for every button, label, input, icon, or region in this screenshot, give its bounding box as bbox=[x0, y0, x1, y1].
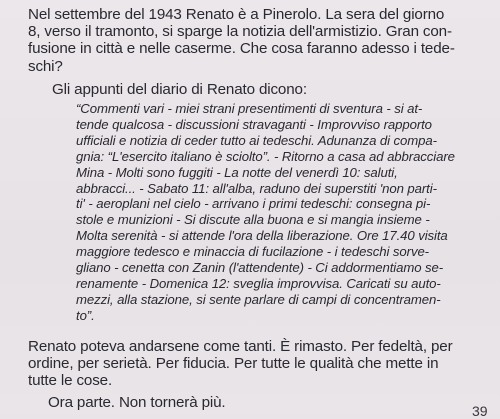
conclusion-line: tutte le cose. bbox=[28, 372, 113, 390]
conclusion-line: Renato poteva andarsene come tanti. È rimasto. Per fedeltà, per bbox=[28, 338, 453, 355]
quote-line: gliano - cenetta con Zanin (l'attendente) - Ci addormentiamo se- bbox=[76, 260, 444, 276]
quote-line: abbracci... - Sabato 11: all'alba, raduno dei superstiti 'non parti- bbox=[76, 180, 437, 196]
page-number: 39 bbox=[472, 403, 488, 419]
intro-line: fusione in città e nelle caserme. Che cosa faranno adesso i tede- bbox=[28, 40, 455, 58]
quote-line: stole e munizioni - Si discute alla buona e si mangia insieme - bbox=[76, 212, 430, 228]
intro-paragraph bbox=[28, 6, 484, 75]
quote-line: “Commenti vari - miei strani presentimenti di sventura - si at- bbox=[76, 101, 423, 116]
conclusion-line: ordine, per serietà. Per fiducia. Per tutte le qualità che mette in bbox=[28, 355, 439, 373]
quote-line: ufficiali e notizia di ceder tutto ai tedeschi. Adunanza di compa- bbox=[76, 132, 437, 148]
quote-line: Molta serenità - si attende l'ora della liberazione. Ore 17.40 visita bbox=[76, 228, 448, 244]
quote-line: Mina - Molti sono fuggiti - La notte del venerdì 10: saluti, bbox=[76, 164, 398, 180]
diary-quote bbox=[76, 101, 494, 324]
final-paragraph bbox=[48, 394, 448, 411]
intro-line: schi? bbox=[28, 57, 63, 75]
quote-line: mezzi, alla stazione, si sente parlare di campi di concentramen- bbox=[76, 291, 441, 307]
quote-line: maggiore tedesco e minaccia di fucilazione - i tedeschi sorve- bbox=[76, 244, 429, 260]
conclusion-paragraph bbox=[28, 338, 496, 390]
final-text: Ora parte. Non tornerà più. bbox=[48, 394, 226, 411]
diary-intro-text: Gli appunti del diario di Renato dicono: bbox=[52, 81, 307, 98]
quote-line: ti' - aeroplani nel cielo - arrivano i primi tedeschi: consegna pi- bbox=[76, 196, 431, 212]
intro-line: Nel settembre del 1943 Renato è a Pinerolo. La sera del giorno bbox=[28, 6, 445, 23]
quote-line: tende qualcosa - discussioni stravaganti - Improvviso rapporto bbox=[76, 116, 432, 132]
quote-line: renamente - Domenica 12: sveglia improvvisa. Caricati su auto- bbox=[76, 275, 441, 291]
quote-line: to”. bbox=[76, 307, 95, 323]
quote-line: gnia: “L'esercito italiano è sciolto”. - Ritorno a casa ad abbracciare bbox=[76, 148, 455, 164]
diary-intro-paragraph bbox=[52, 81, 492, 98]
intro-line: 8, verso il tramonto, si sparge la notizia dell'armistizio. Gran con- bbox=[28, 23, 452, 41]
